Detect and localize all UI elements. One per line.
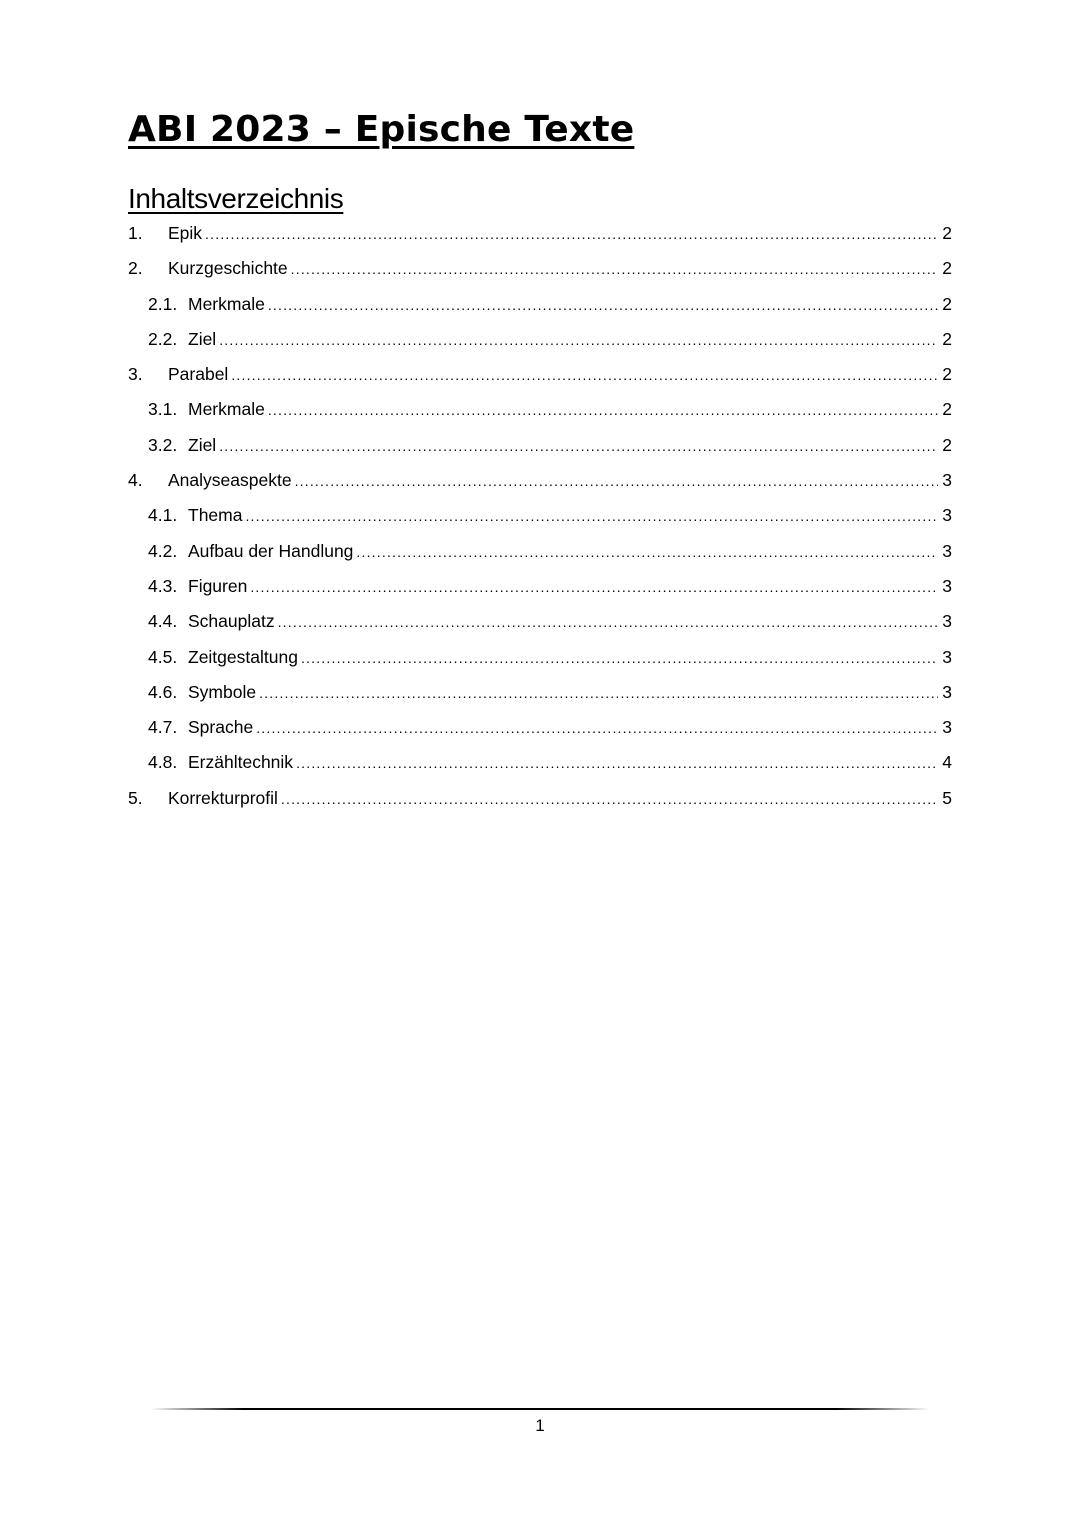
toc-entry-label[interactable]: Parabel <box>168 364 229 385</box>
toc-entry[interactable] <box>128 640 952 675</box>
toc-entry-page: 4 <box>942 752 952 773</box>
toc-dot-leader <box>205 217 938 252</box>
toc-entry-page: 3 <box>942 646 952 667</box>
toc-entry[interactable] <box>128 569 952 604</box>
toc-entry-number: 5. <box>128 787 143 808</box>
toc-entry-number: 3.2. <box>148 434 178 455</box>
toc-entry-label[interactable]: Ziel <box>188 434 217 455</box>
toc-entry[interactable] <box>128 287 952 322</box>
toc-dot-leader <box>219 429 938 464</box>
toc-entry-label[interactable]: Figuren <box>188 575 248 596</box>
toc-dot-leader <box>296 746 938 781</box>
toc-entry[interactable] <box>128 534 952 569</box>
toc-entry-number: 4.7. <box>148 717 178 738</box>
toc-entry-number: 2.1. <box>148 293 178 314</box>
toc-entry-number: 3. <box>128 364 143 385</box>
toc-dot-leader <box>301 641 938 676</box>
toc-entry-number: 3.1. <box>148 399 178 420</box>
toc-entry[interactable] <box>128 216 952 251</box>
toc-entry-page: 2 <box>942 434 952 455</box>
toc-entry-page: 2 <box>942 258 952 279</box>
toc-entry-page: 3 <box>942 505 952 526</box>
toc-entry-number: 4.1. <box>148 505 178 526</box>
toc-entry-number: 4.5. <box>148 646 178 667</box>
toc-entry-label[interactable]: Sprache <box>188 717 254 738</box>
toc-entry-page: 2 <box>942 328 952 349</box>
toc-heading: Inhaltsverzeichnis <box>128 183 344 214</box>
page-title: ABI 2023 – Epische Texte <box>128 109 635 150</box>
toc-dot-leader <box>295 464 938 499</box>
toc-dot-leader <box>259 676 938 711</box>
toc-entry[interactable] <box>128 251 952 286</box>
toc-entry-number: 4.8. <box>148 752 178 773</box>
toc-entry-page: 3 <box>942 540 952 561</box>
toc-entry-label[interactable]: Schauplatz <box>188 611 275 632</box>
toc-entry-label[interactable]: Analyseaspekte <box>168 470 292 491</box>
toc-entry[interactable] <box>128 675 952 710</box>
toc-entry-page: 5 <box>942 787 952 808</box>
toc-dot-leader <box>219 323 938 358</box>
toc-entry-label[interactable]: Aufbau der Handlung <box>188 540 354 561</box>
toc-entry-number: 2.2. <box>148 328 178 349</box>
toc-entry-number: 4.6. <box>148 681 178 702</box>
toc-entry-label[interactable]: Epik <box>168 223 203 243</box>
toc-entry[interactable] <box>128 781 952 816</box>
toc-entry-page: 2 <box>942 223 952 243</box>
toc-entry[interactable] <box>128 392 952 427</box>
toc-entry-page: 2 <box>942 399 952 420</box>
toc-entry-label[interactable]: Thema <box>188 505 243 526</box>
toc-entry[interactable] <box>128 428 952 463</box>
toc-dot-leader <box>356 535 938 570</box>
toc-entry-page: 3 <box>942 470 952 491</box>
toc-entry[interactable] <box>128 498 952 533</box>
toc-dot-leader <box>278 605 938 640</box>
toc-entry-number: 4.2. <box>148 540 178 561</box>
toc-entry-page: 2 <box>942 364 952 385</box>
toc-dot-leader <box>268 393 938 428</box>
toc-entry-label[interactable]: Korrekturprofil <box>168 787 278 808</box>
toc-entry-number: 4. <box>128 470 143 491</box>
toc-entry-label[interactable]: Merkmale <box>188 293 265 314</box>
footer-divider <box>150 1408 930 1410</box>
toc-entry-label[interactable]: Merkmale <box>188 399 265 420</box>
toc-dot-leader <box>291 252 938 287</box>
toc-dot-leader <box>231 358 938 393</box>
toc-entry-label[interactable]: Ziel <box>188 328 217 349</box>
toc-entry-number: 4.3. <box>148 575 178 596</box>
toc-entry-number: 1. <box>128 223 143 243</box>
toc-entry-label[interactable]: Symbole <box>188 681 257 702</box>
toc-entry-page: 3 <box>942 717 952 738</box>
toc-entry-label[interactable]: Zeitgestaltung <box>188 646 298 667</box>
toc-entry[interactable] <box>128 322 952 357</box>
toc-entry[interactable] <box>128 463 952 498</box>
page-number: 1 <box>535 1416 545 1435</box>
toc-dot-leader <box>281 782 938 817</box>
toc-dot-leader <box>256 711 938 746</box>
toc-dot-leader <box>250 570 938 605</box>
toc-entry-page: 3 <box>942 575 952 596</box>
toc-entry-number: 2. <box>128 258 143 279</box>
toc-entry[interactable] <box>128 604 952 639</box>
toc-entry-page: 2 <box>942 293 952 314</box>
toc-dot-leader <box>245 499 938 534</box>
toc-entry-page: 3 <box>942 611 952 632</box>
toc-entry[interactable] <box>128 357 952 392</box>
table-of-contents <box>128 216 952 816</box>
toc-entry-number: 4.4. <box>148 611 178 632</box>
toc-entry-label[interactable]: Kurzgeschichte <box>168 258 288 279</box>
toc-entry[interactable] <box>128 710 952 745</box>
toc-entry-page: 3 <box>942 681 952 702</box>
toc-dot-leader <box>268 288 938 323</box>
toc-entry[interactable] <box>128 745 952 780</box>
toc-entry-label[interactable]: Erzähltechnik <box>188 752 294 773</box>
